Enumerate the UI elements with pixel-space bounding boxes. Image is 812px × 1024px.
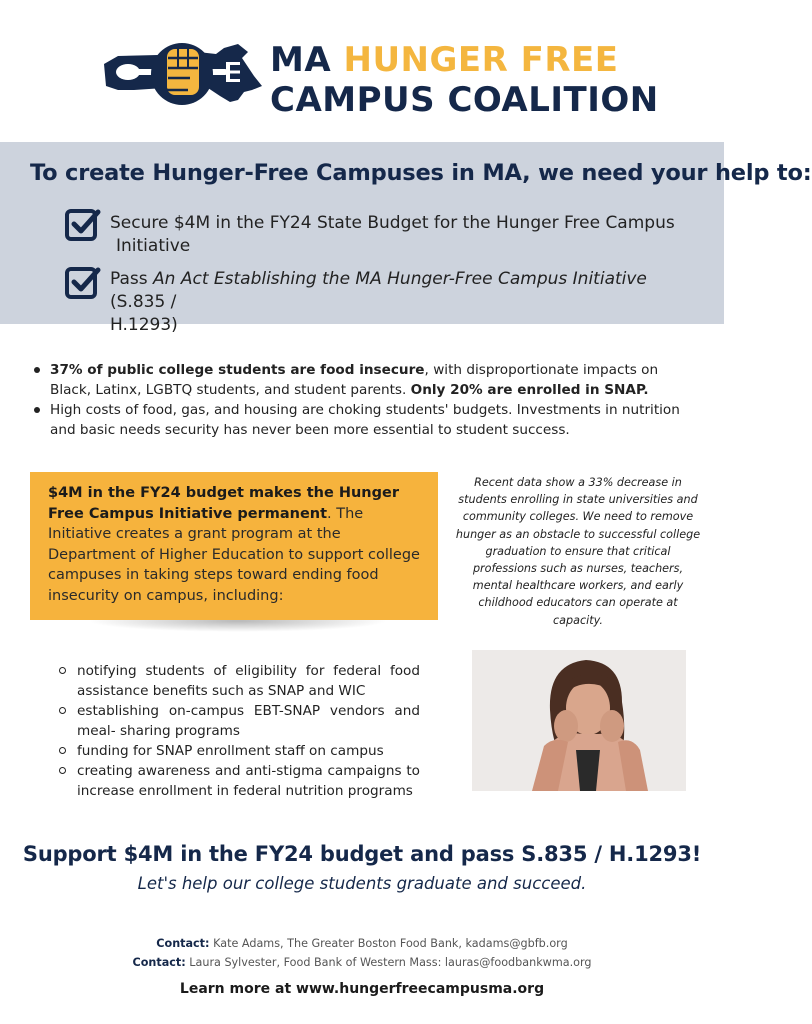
learn-more-link[interactable]: Learn more at www.hungerfreecampusma.org <box>179 981 545 997</box>
step-item: creating awareness and anti-stigma campaigns to increase enrollment in federal nutrition programs <box>58 761 420 801</box>
step-item: funding for SNAP enrollment staff on campus <box>58 741 420 761</box>
contact-line-2: Contact: Laura Sylvester, Food Bank of Western Mass: lauras@foodbankwma.org <box>132 956 592 969</box>
contact-line-1: Contact: Kate Adams, The Greater Boston Food Bank, kadams@gbfb.org <box>156 937 568 950</box>
initiative-steps-list <box>58 661 420 801</box>
fact-food-insecurity: 37% of public college students are food insecure, with disproportionate impacts on Black, Latinx, LGBTQ students, and student parents. Only 20% are enrolled in SNAP. <box>30 360 696 400</box>
ask-item-budget: Secure $4M in the FY24 State Budget for the Hunger Free Campus Initiative <box>110 213 675 256</box>
checkbox-checked-icon <box>64 264 102 302</box>
stressed-student-photo <box>472 650 686 791</box>
ask-item-legislation: Pass An Act Establishing the MA Hunger-Free Campus Initiative (S.835 / H.1293) <box>110 269 647 335</box>
budget-highlight-text: $4M in the FY24 budget makes the Hunger Free Campus Initiative permanent. The Initiative creates a grant program at the Department of Higher Education to support college campuses in taking steps toward ending food insecurity on campus, including: <box>48 485 420 604</box>
brand-title-line-1: MA HUNGER FREE <box>270 40 619 80</box>
fact-high-costs: High costs of food, gas, and housing are choking students' budgets. Investments in nutrition and basic needs security has never been more essential to student success. <box>30 400 696 440</box>
band-title: To create Hunger-Free Campuses in MA, we need your help to: <box>30 160 812 186</box>
checkbox-checked-icon <box>64 206 102 244</box>
support-subheadline: Let's help our college students graduate and succeed. <box>137 874 587 893</box>
support-headline: Support $4M in the FY24 budget and pass S.835 / H.1293! <box>22 842 702 866</box>
enrollment-quote: Recent data show a 33% decrease in students enrolling in state universities and community colleges. We need to remove hunger as an obstacle to successful college graduation to ensure that critical professions such as nurses, teachers, mental healthcare workers, and early childhood educators can operate at capacity. <box>455 476 701 627</box>
brand-title-line-2: CAMPUS COALITION <box>270 80 659 120</box>
coalition-logo-icon <box>98 28 266 120</box>
step-item: establishing on-campus EBT-SNAP vendors and meal- sharing programs <box>58 701 420 741</box>
step-item: notifying students of eligibility for federal food assistance benefits such as SNAP and WIC <box>58 661 420 701</box>
facts-list <box>30 360 696 440</box>
